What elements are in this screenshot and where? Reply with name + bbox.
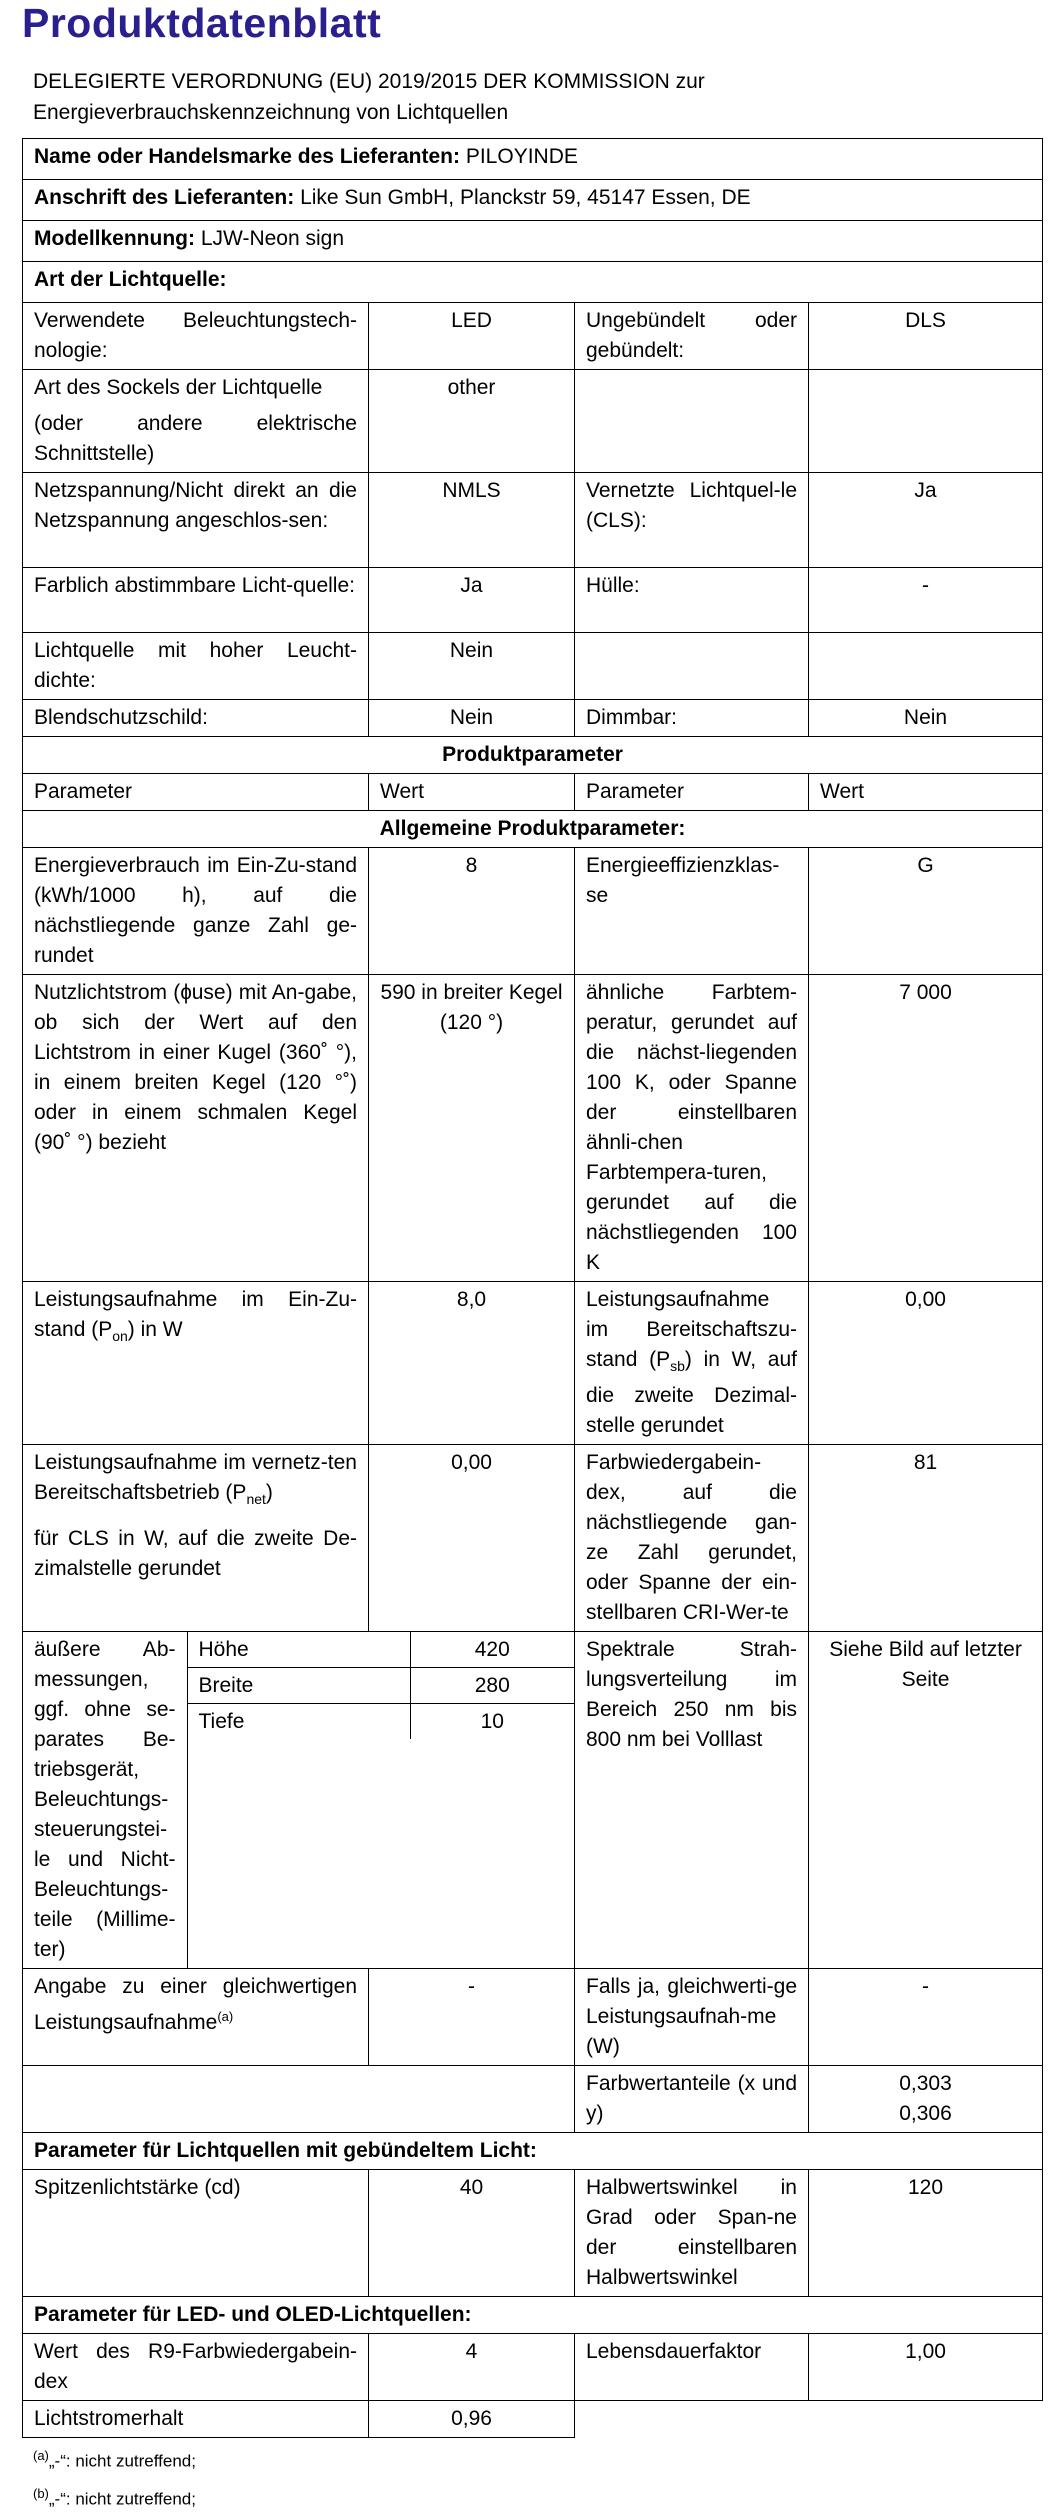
model-row: [23, 221, 1043, 262]
table-row: [23, 1445, 1043, 1632]
value-cell: 8,0: [369, 1282, 575, 1445]
dimension-name: Höhe: [188, 1632, 411, 1667]
column-header-value: Wert: [809, 774, 1043, 811]
value-cell: Nein: [369, 633, 575, 700]
param-cell: [23, 1445, 369, 1632]
text-fragment: ) in W, auf die zweite Dezimal-stelle gerundet: [586, 1348, 797, 1438]
dimension-name: Breite: [188, 1668, 411, 1703]
value-cell: DLS: [809, 303, 1043, 370]
page-title: Produktdatenblatt: [22, 0, 382, 46]
socket-label: Art des Sockels der Lichtquelle: [34, 376, 323, 399]
led-heading: Parameter für LED- und OLED-Lichtquellen:: [23, 2297, 1043, 2334]
param-cell: Falls ja, gleichwerti-ge Leistungsaufnah-me (W): [575, 1969, 809, 2066]
value-cell: Nein: [369, 700, 575, 737]
dimension-value: 10: [480, 1710, 504, 1734]
value-cell: 0,96: [369, 2401, 575, 2438]
param-cell: ähnliche Farbtem-peratur, gerundet auf die nächst-liegenden 100 K, oder Spanne der einstellbaren ähnli-chen Farbtempera-turen, gerundet auf die nächstliegenden 100 K: [575, 975, 809, 1282]
table-row: [23, 2334, 1043, 2401]
value-cell: Ja: [809, 473, 1043, 568]
param-cell: Wert des R9-Farbwiedergabein-dex: [23, 2334, 369, 2401]
light-source-heading: Art der Lichtquelle:: [23, 262, 1043, 303]
param-cell: Lichtstromerhalt: [23, 2401, 369, 2438]
footnote-text: „-“: nicht zutreffend;: [48, 2489, 196, 2509]
value-cell: -: [809, 568, 1043, 633]
model-label: Modellkennung:: [34, 227, 195, 250]
text-fragment: ) in W: [127, 1318, 183, 1341]
subtitle-line-1: DELEGIERTE VERORDNUNG (EU) 2019/2015 DER KOMMISSION zur: [33, 70, 705, 93]
directional-heading: Parameter für Lichtquellen mit gebündeltem Licht:: [23, 2133, 1043, 2170]
value-cell: 120: [809, 2170, 1043, 2297]
text-fragment: ): [265, 1481, 273, 1505]
product-params-heading-row: [23, 737, 1043, 774]
dimensions-row: [23, 1632, 1043, 1969]
value-cell: 1,00: [809, 2334, 1043, 2401]
param-cell: [23, 1969, 369, 2066]
param-cell: Nutzlichtstrom (ɸuse) mit An-gabe, ob sich der Wert auf den Lichtstrom in einer Kugel (360˚ °), in einem breiten Kegel (120 °˚) oder in einem schmalen Kegel (90˚ °) bezieht: [23, 975, 369, 1282]
column-header-row: [23, 774, 1043, 811]
footnotes: [33, 2440, 196, 2515]
dimension-row-width: [188, 1668, 575, 1704]
dimensions-label: äußere Ab-messungen, ggf. ohne se-parates Be-triebsgerät, Beleuchtungs-steuerungstei-le und Nicht-Beleuchtungs-teile (Millime-ter): [23, 1632, 187, 1968]
supplier-name-row: [23, 139, 1043, 180]
table-row: [23, 848, 1043, 975]
dimension-row-height: [188, 1632, 575, 1668]
value-cell: Nein: [809, 700, 1043, 737]
value-cell: -: [369, 1969, 575, 2066]
column-header-value: Wert: [369, 774, 575, 811]
chroma-y-value: 0,306: [899, 2102, 952, 2126]
text-fragment: für CLS in W, auf die zweite De-zimalstelle gerundet: [34, 1527, 357, 1581]
value-cell: 81: [809, 1445, 1043, 1632]
table-row: [23, 700, 1043, 737]
param-cell: Blendschutzschild:: [23, 700, 369, 737]
footnote-text: „-“: nicht zutreffend;: [48, 2451, 196, 2471]
param-cell: Farbwiedergabein-dex, auf die nächstliegende gan-ze Zahl gerundet, oder Spanne der ein-stellbaren CRI-Wer-te: [575, 1445, 809, 1632]
column-header-parameter: Parameter: [23, 774, 369, 811]
value-cell: 40: [369, 2170, 575, 2297]
param-cell: [23, 370, 369, 473]
light-source-heading-row: [23, 262, 1043, 303]
subscript: net: [246, 1491, 266, 1508]
supplier-address-label: Anschrift des Lieferanten:: [34, 186, 295, 209]
value-cell: other: [369, 370, 575, 473]
value-cell: [809, 2066, 1043, 2133]
regulation-subtitle: [33, 66, 1023, 128]
dimension-row-depth: [188, 1704, 575, 1739]
param-cell: Farblich abstimmbare Licht-quelle:: [23, 568, 369, 633]
supplier-name-value: PILOYINDE: [465, 145, 578, 168]
general-params-heading: Allgemeine Produktparameter:: [23, 811, 1043, 848]
column-header-parameter: Parameter: [575, 774, 809, 811]
table-row: [23, 2170, 1043, 2297]
product-params-heading: Produktparameter: [23, 737, 1043, 774]
value-cell: 4: [369, 2334, 575, 2401]
table-row: [23, 633, 1043, 700]
footnote-marker: (b): [33, 2485, 49, 2501]
value-cell: 8: [369, 848, 575, 975]
led-heading-row: [23, 2297, 1043, 2334]
dimensions-list: [187, 1632, 574, 1968]
table-row: [23, 370, 1043, 473]
text-fragment: Leistungsaufnahme im Ein-Zu-stand (P: [34, 1288, 357, 1341]
dimensions-cell: [23, 1632, 575, 1969]
socket-label-note: (oder andere elektrische Schnittstelle): [34, 412, 357, 465]
table-row: [23, 2066, 1043, 2133]
table-row: [23, 975, 1043, 1282]
subscript: on: [112, 1328, 128, 1345]
value-cell: 7 000: [809, 975, 1043, 1282]
chroma-x-value: 0,303: [899, 2072, 952, 2096]
table-row: [23, 568, 1043, 633]
table-row: [23, 2401, 1043, 2438]
text-fragment: Leistungsaufnahme im Bereitschaftszu-stand (P: [586, 1288, 797, 1371]
footnote: [33, 2440, 196, 2478]
param-cell: Hülle:: [575, 568, 809, 633]
directional-heading-row: [23, 2133, 1043, 2170]
footnote-marker: (a): [33, 2448, 49, 2463]
empty-cell: [23, 2066, 575, 2133]
dimension-name: Tiefe: [188, 1704, 411, 1739]
value-cell: 0,00: [809, 1282, 1043, 1445]
model-value: LJW-Neon sign: [200, 227, 345, 250]
param-cell: Energieeffizienzklas-se: [575, 848, 809, 975]
param-cell: Verwendete Beleuchtungstech-nologie:: [23, 303, 369, 370]
value-cell: 0,00: [369, 1445, 575, 1632]
footnote: [33, 2478, 196, 2515]
general-params-heading-row: [23, 811, 1043, 848]
subscript: sb: [670, 1358, 685, 1375]
footnote-marker: (a): [217, 2009, 234, 2025]
param-cell: [575, 370, 809, 473]
value-cell: Siehe Bild auf letzter Seite: [809, 1632, 1043, 1969]
value-cell: -: [809, 1969, 1043, 2066]
param-cell: Lichtquelle mit hoher Leucht-dichte:: [23, 633, 369, 700]
param-cell: Spektrale Strah-lungsverteilung im Bereich 250 nm bis 800 nm bei Volllast: [575, 1632, 809, 1969]
value-cell: 590 in breiter Kegel (120 °): [369, 975, 575, 1282]
param-cell: Spitzenlichtstärke (cd): [23, 2170, 369, 2297]
supplier-address-value: Like Sun GmbH, Planckstr 59, 45147 Essen, DE: [300, 186, 751, 209]
param-cell: Lebensdauerfaktor: [575, 2334, 809, 2401]
text-fragment: Leistungsaufnahme im vernetz-ten Bereitschaftsbetrieb (P: [34, 1451, 357, 1505]
table-row: [23, 1969, 1043, 2066]
param-cell: Netzspannung/Nicht direkt an die Netzspannung angeschlos-sen:: [23, 473, 369, 568]
product-datasheet-table: [22, 138, 1043, 2438]
param-cell: [575, 1282, 809, 1445]
subtitle-line-2: Energieverbrauchskennzeichnung von Lichtquellen: [33, 101, 509, 124]
dimension-value: 420: [474, 1638, 510, 1662]
supplier-name-label: Name oder Handelsmarke des Lieferanten:: [34, 145, 460, 168]
param-cell: Ungebündelt oder gebündelt:: [575, 303, 809, 370]
table-row: [23, 473, 1043, 568]
value-cell: NMLS: [369, 473, 575, 568]
text-fragment: Angabe zu einer gleichwertigen Leistungsaufnahme: [34, 1975, 357, 2035]
value-cell: [809, 370, 1043, 473]
param-cell: [23, 1282, 369, 1445]
param-cell: Energieverbrauch im Ein-Zu-stand (kWh/1000 h), auf die nächstliegende ganze Zahl ge-rundet: [23, 848, 369, 975]
value-cell: G: [809, 848, 1043, 975]
table-row: [23, 303, 1043, 370]
value-cell: Ja: [369, 568, 575, 633]
param-cell: Farbwertanteile (x und y): [575, 2066, 809, 2133]
value-cell: LED: [369, 303, 575, 370]
supplier-address-row: [23, 180, 1043, 221]
dimension-value: 280: [474, 1674, 510, 1698]
dimensions-subtable: [23, 1632, 574, 1968]
table-row: [23, 1282, 1043, 1445]
value-cell: [809, 633, 1043, 700]
param-cell: Halbwertswinkel in Grad oder Span-ne der einstellbaren Halbwertswinkel: [575, 2170, 809, 2297]
param-cell: Dimmbar:: [575, 700, 809, 737]
param-cell: [575, 633, 809, 700]
param-cell: Vernetzte Lichtquel-le (CLS):: [575, 473, 809, 568]
